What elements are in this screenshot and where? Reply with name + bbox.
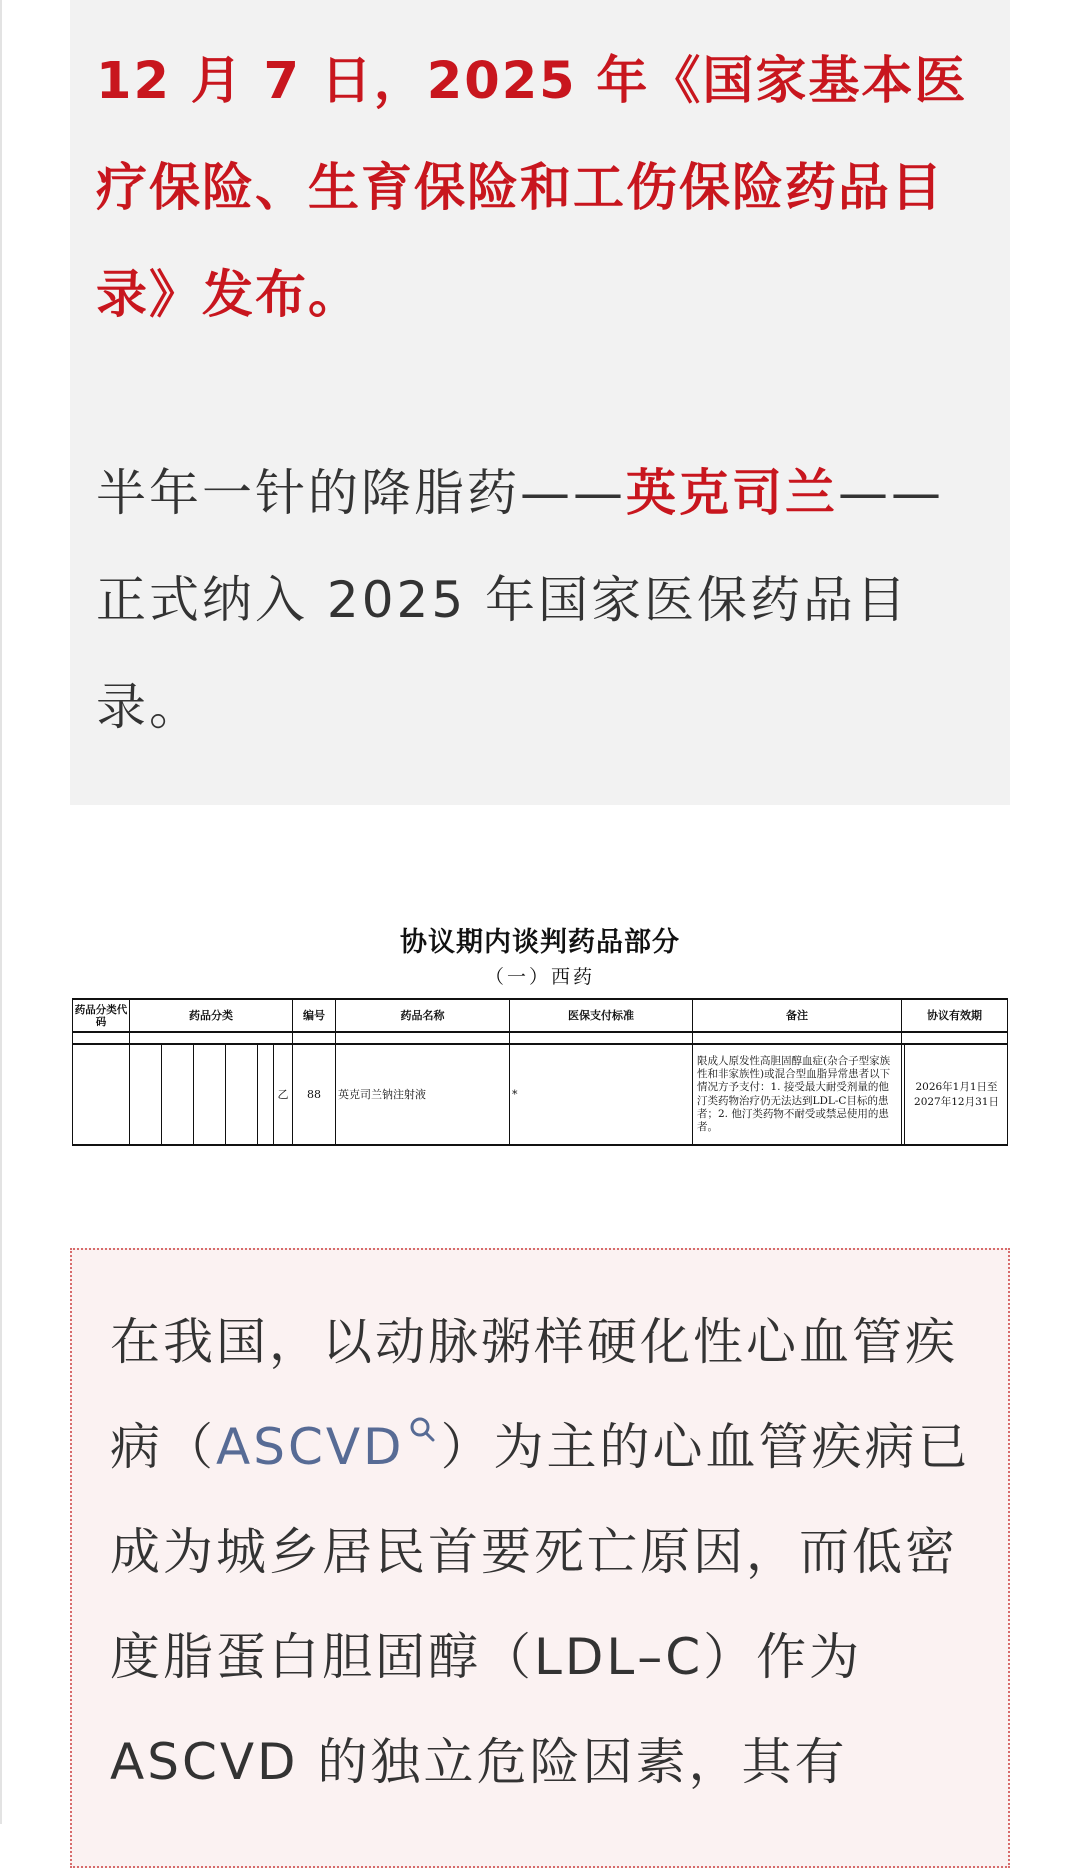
cell-remarks: 限成人原发性高胆固醇血症(杂合子型家族性和非家族性)或混合型血脂异常患者以下情况方予支付：1. 接受最大耐受剂量的他汀类药物治疗仍无法达到LDL-C目标的患者；2. 他汀类药物不耐受或禁忌使用的患者。 (697, 1054, 891, 1133)
table-rule (72, 998, 73, 1146)
document-subtitle: （一）西药 (484, 966, 595, 988)
ascvd-link[interactable]: ASCVD (216, 1418, 405, 1476)
info-paragraph (110, 1290, 990, 1815)
page-left-rule (0, 0, 2, 1824)
info-part2: ）为主的心血管疾病已成为城乡居民首要死亡原因，而低密度脂蛋白胆固醇（LDL–C）作为 ASCVD 的独立危险因素，其有 (110, 1418, 971, 1791)
info-part1: 在我国，以动脉粥样硬化性心血管疾病（ (110, 1313, 958, 1476)
intro-prefix: 半年一针的降脂药—— (96, 464, 626, 522)
cell-drug-name: 英克司兰钠注射液 (338, 1087, 426, 1101)
header-category-code: 药品分类代码 (74, 1003, 128, 1028)
headline: 12 月 7 日，2025 年《国家基本医疗保险、生育保险和工伤保险药品目录》发布。 (96, 52, 968, 325)
header-remarks: 备注 (786, 1008, 808, 1022)
drug-table (72, 998, 1008, 1146)
table-rule (1007, 998, 1008, 1146)
intro-paragraph (96, 440, 996, 761)
cell-grade: 乙 (277, 1087, 289, 1101)
table-rule (193, 1043, 194, 1146)
search-icon[interactable] (409, 1416, 435, 1442)
header-validity: 协议有效期 (927, 1008, 982, 1022)
table-rule (72, 1144, 1008, 1146)
table-rule (257, 1043, 258, 1146)
cell-payment-standard: * (512, 1087, 518, 1101)
header-category: 药品分类 (189, 1008, 233, 1022)
header-payment-standard: 医保支付标准 (568, 1008, 634, 1022)
drug-name-highlight: 英克司兰 (626, 464, 838, 522)
table-rule (904, 1043, 905, 1146)
document-excerpt[interactable] (70, 905, 1010, 1150)
header-number: 编号 (303, 1008, 325, 1022)
header-drug-name: 药品名称 (400, 1008, 445, 1022)
intro-suffix: ——正式纳入 2025 年国家医保药品目录。 (96, 464, 944, 736)
table-rule (72, 1031, 1008, 1033)
table-rule (225, 1043, 226, 1146)
table-rule (161, 1043, 162, 1146)
cell-validity: 2026年1月1日至2027年12月31日 (914, 1080, 999, 1108)
document-title: 协议期内谈判药品部分 (400, 927, 680, 958)
cell-number: 88 (307, 1087, 321, 1101)
